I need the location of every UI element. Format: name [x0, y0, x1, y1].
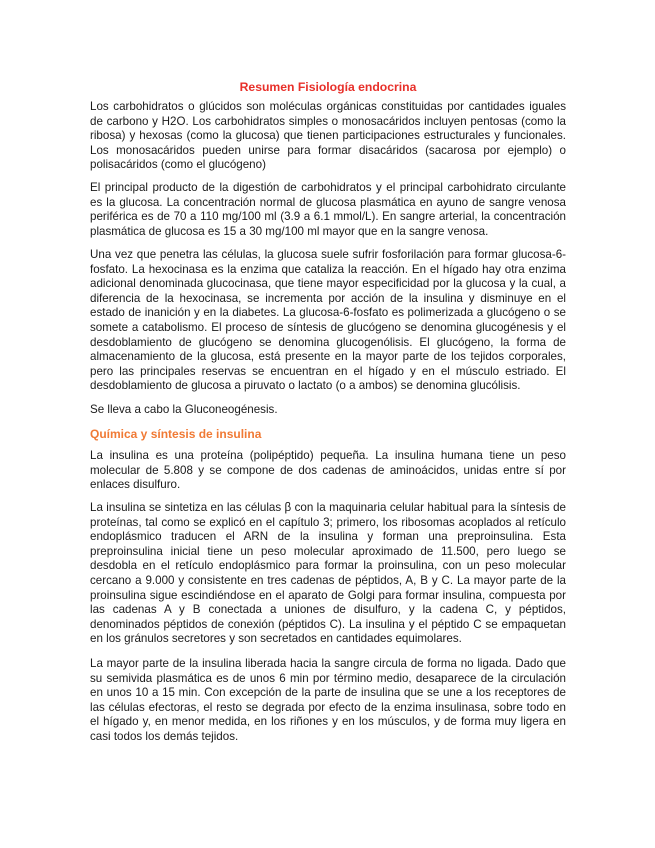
paragraph-carbohydrates: Los carbohidratos o glúcidos son moléculas orgánicas constituidas por cantidades iguales de carbono y H2O. Los carbohidratos simples o monosacáridos incluyen pentosas (como la ribosa) y hexosas (como la glucosa) que tienen participaciones estructurales y funcionales. Los monosacáridos pueden unirse para formar disacáridos (sacarosa por ejemplo) o polisacáridos (como el glucógeno): [90, 100, 566, 172]
paragraph-gluconeogenesis: Se lleva a cabo la Gluconeogénesis.: [90, 403, 278, 416]
paragraph-insulin-synthesis: La insulina se sintetiza en las células β con la maquinaria celular habitual para la síntesis de proteínas, tal como se explicó en el capítulo 3; primero, los ribosomas acoplados al retículo endoplásmico traducen el ARN de la insulina y forman una preproinsulina. Esta preproinsulina inicial tiene un peso molecular aproximado de 11.500, pero luego se desdobla en el retículo endoplásmico para formar la proinsulina, con un peso molecular cercano a 9.000 y consistente en tres cadenas de péptidos, A, B y C. La mayor parte de la proinsulina sigue escindiéndose en el aparato de Golgi para formar insulina, compuesta por las cadenas A y B conectada a uniones de disulfuro, y la cadena C, y péptidos, denominados péptidos de conexión (péptidos C). La insulina y el péptido C se empaquetan en los gránulos secretores y son secretados en cantidades equimolares.: [90, 501, 566, 646]
paragraph-glucose-metabolism: Una vez que penetra las células, la glucosa suele sufrir fosforilación para formar glucosa-6-fosfato. La hexocinasa es la enzima que cataliza la reacción. En el hígado hay otra enzima adicional denominada glucocinasa, que tiene mayor especificidad por la glucosa y la cual, a diferencia de la hexocinasa, se incrementa por acción de la insulina y disminuye en el estado de inanición y en la diabetes. La glucosa-6-fosfato es polimerizada a glucógeno o se somete a catabolismo. El proceso de síntesis de glucógeno se denomina glucogénesis y el desdoblamiento de glucógeno se denomina glucogenólisis. El glucógeno, la forma de almacenamiento de la glucosa, está presente en la mayor parte de los tejidos corporales, pero las principales reservas se encuentran en el hígado y en el músculo estriado. El desdoblamiento de glucosa a piruvato o lactato (o a ambos) se denomina glucólisis.: [90, 248, 566, 393]
paragraph-insulin-protein: La insulina es una proteína (polipéptido) pequeña. La insulina humana tiene un peso molecular de 5.808 y se compone de dos cadenas de aminoácidos, unidas entre sí por enlaces disulfuro.: [90, 449, 566, 492]
section-heading-insulin: Química y síntesis de insulina: [90, 427, 262, 441]
document-title: Resumen Fisiología endocrina: [239, 80, 417, 94]
paragraph-glucose-concentration: El principal producto de la digestión de carbohidratos y el principal carbohidrato circulante es la glucosa. La concentración normal de glucosa plasmática en ayuno de sangre venosa periférica es de 70 a 110 mg/100 ml (3.9 a 6.1 mmol/L). En sangre arterial, la concentración plasmática de glucosa es 15 a 30 mg/100 ml mayor que en la sangre venosa.: [90, 181, 566, 238]
paragraph-insulin-circulation: La mayor parte de la insulina liberada hacia la sangre circula de forma no ligada. Dado que su semivida plasmática es de unos 6 min por término medio, desaparece de la circulación en unos 10 a 15 min. Con excepción de la parte de insulina que se une a los receptores de las células efectoras, el resto se degrada por efecto de la enzima insulinasa, sobre todo en el hígado y, en menor medida, en los riñones y en los músculos, y de forma muy ligera en casi todos los demás tejidos.: [90, 657, 566, 743]
